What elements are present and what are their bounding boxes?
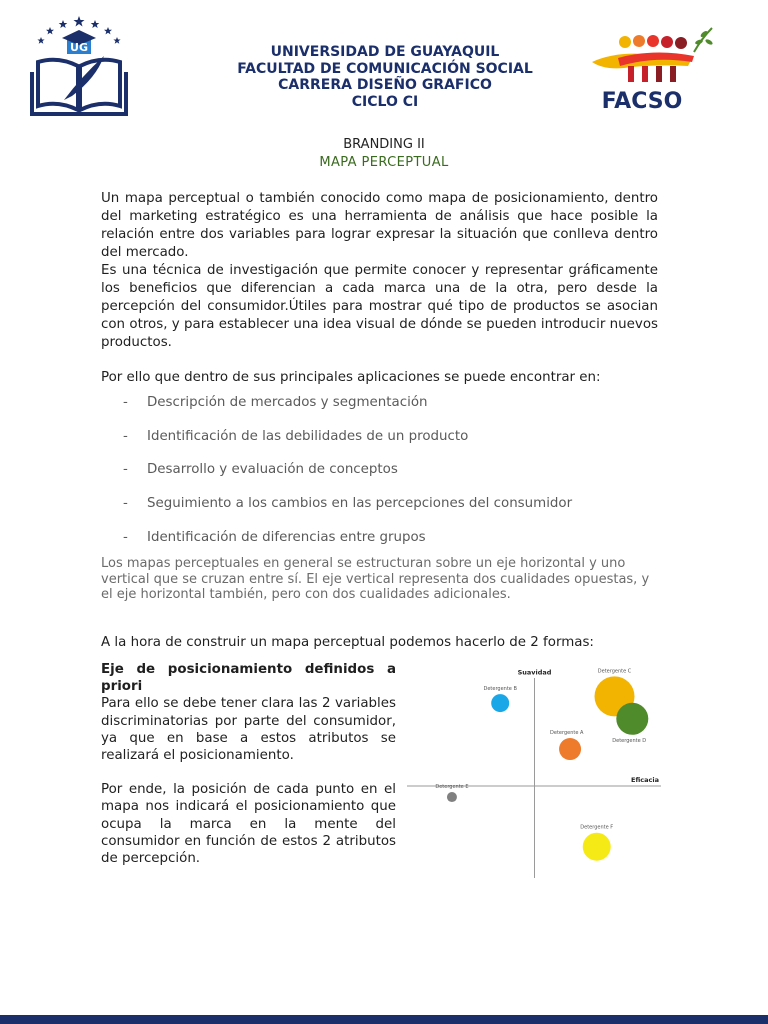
list-item (123, 520, 663, 554)
list-item-text: Descripción de mercados y segmentación (147, 395, 428, 411)
list-bullet: - (123, 428, 128, 444)
institution-header (180, 44, 590, 110)
section-text-2: Por ende, la posición de cada punto en el mapa nos indicará el posicionamiento que ocupa la marca en la mente del consumidor en función de estos 2 atributos de percepción. (101, 782, 396, 867)
list-bullet: - (123, 395, 128, 411)
chart-point-label: Detergente B (483, 686, 517, 693)
chart-point-label: Detergente F (580, 824, 614, 831)
list-bullet: - (123, 529, 128, 545)
paragraph-definition: Un mapa perceptual o también conocido como mapa de posicionamiento, dentro del marketing estratégico es una herramienta de análisis que hace posible la relación entre dos variables para lograr expresar la situación que conlleva dentro del mercado. (101, 191, 658, 260)
faculty-name: FACULTAD DE COMUNICACIÓN SOCIAL (237, 60, 533, 77)
paragraph-forms: A la hora de construir un mapa perceptual podemos hacerlo de 2 formas: (101, 635, 594, 650)
chart-point (491, 694, 509, 712)
list-item (123, 420, 663, 454)
chart-point (447, 792, 457, 802)
applications-list (123, 386, 663, 554)
section-a-priori (101, 661, 396, 867)
y-axis-label: Suavidad (517, 668, 552, 677)
chart-point (616, 703, 648, 735)
svg-text:UG: UG (70, 41, 88, 54)
university-logo (30, 14, 128, 120)
course-title: BRANDING II (343, 137, 425, 152)
x-axis-label: Eficacia (631, 776, 659, 784)
list-item (123, 386, 663, 420)
list-item-text: Seguimiento a los cambios en las percepciones del consumidor (147, 496, 573, 512)
program-name: CARRERA DISEÑO GRAFICO (278, 77, 492, 93)
svg-text:FACSO: FACSO (601, 89, 683, 114)
footer-bar (0, 1015, 768, 1024)
paragraph-applications: Por ello que dentro de sus principales aplicaciones se puede encontrar en: (101, 370, 601, 385)
perceptual-map-chart (405, 664, 663, 880)
chart-point-label: Detergente C (597, 668, 632, 675)
list-item (123, 453, 663, 487)
chart-points (435, 668, 648, 860)
facso-logo (584, 22, 718, 116)
chart-point-label: Detergente A (550, 730, 584, 737)
list-item (123, 487, 663, 521)
list-item-text: Desarrollo y evaluación de conceptos (147, 462, 398, 478)
list-bullet: - (123, 496, 128, 512)
list-item-text: Identificación de las debilidades de un producto (147, 428, 469, 444)
chart-point (559, 738, 581, 760)
paragraph-technique: Es una técnica de investigación que permite conocer y representar gráficamente los beneficios que diferencian a cada marca una de la otra, pero desde la percepción del consumidor.Útiles para mostrar qué tipo de productos se asocian con otros, y para establecer una idea visual de dónde se pueden introducir nuevos productos. (101, 263, 658, 350)
chart-point-label: Detergente D (612, 737, 647, 744)
section-text-1: Para ello se debe tener clara las 2 variables discriminatorias por parte del consumidor, ya que en base a estos atributos se realizará el posicionamiento. (101, 696, 396, 764)
list-bullet: - (123, 462, 128, 478)
chart-point-label: Detergente E (435, 784, 469, 791)
topic-title: MAPA PERCEPTUAL (319, 155, 449, 170)
paragraph-structure: Los mapas perceptuales en general se estructuran sobre un eje horizontal y uno vertical que se cruzan entre sí. El eje vertical representa dos cualidades opuestas, y el eje horizontal también, pero con dos cualidades adicionales. (101, 556, 650, 602)
list-item-text: Identificación de diferencias entre grupos (147, 529, 426, 545)
chart-point (583, 833, 611, 861)
cycle-name: CICLO CI (351, 93, 419, 110)
university-name: UNIVERSIDAD DE GUAYAQUIL (270, 44, 500, 60)
section-subtitle: Eje de posicionamiento definidos a priori (101, 662, 396, 695)
